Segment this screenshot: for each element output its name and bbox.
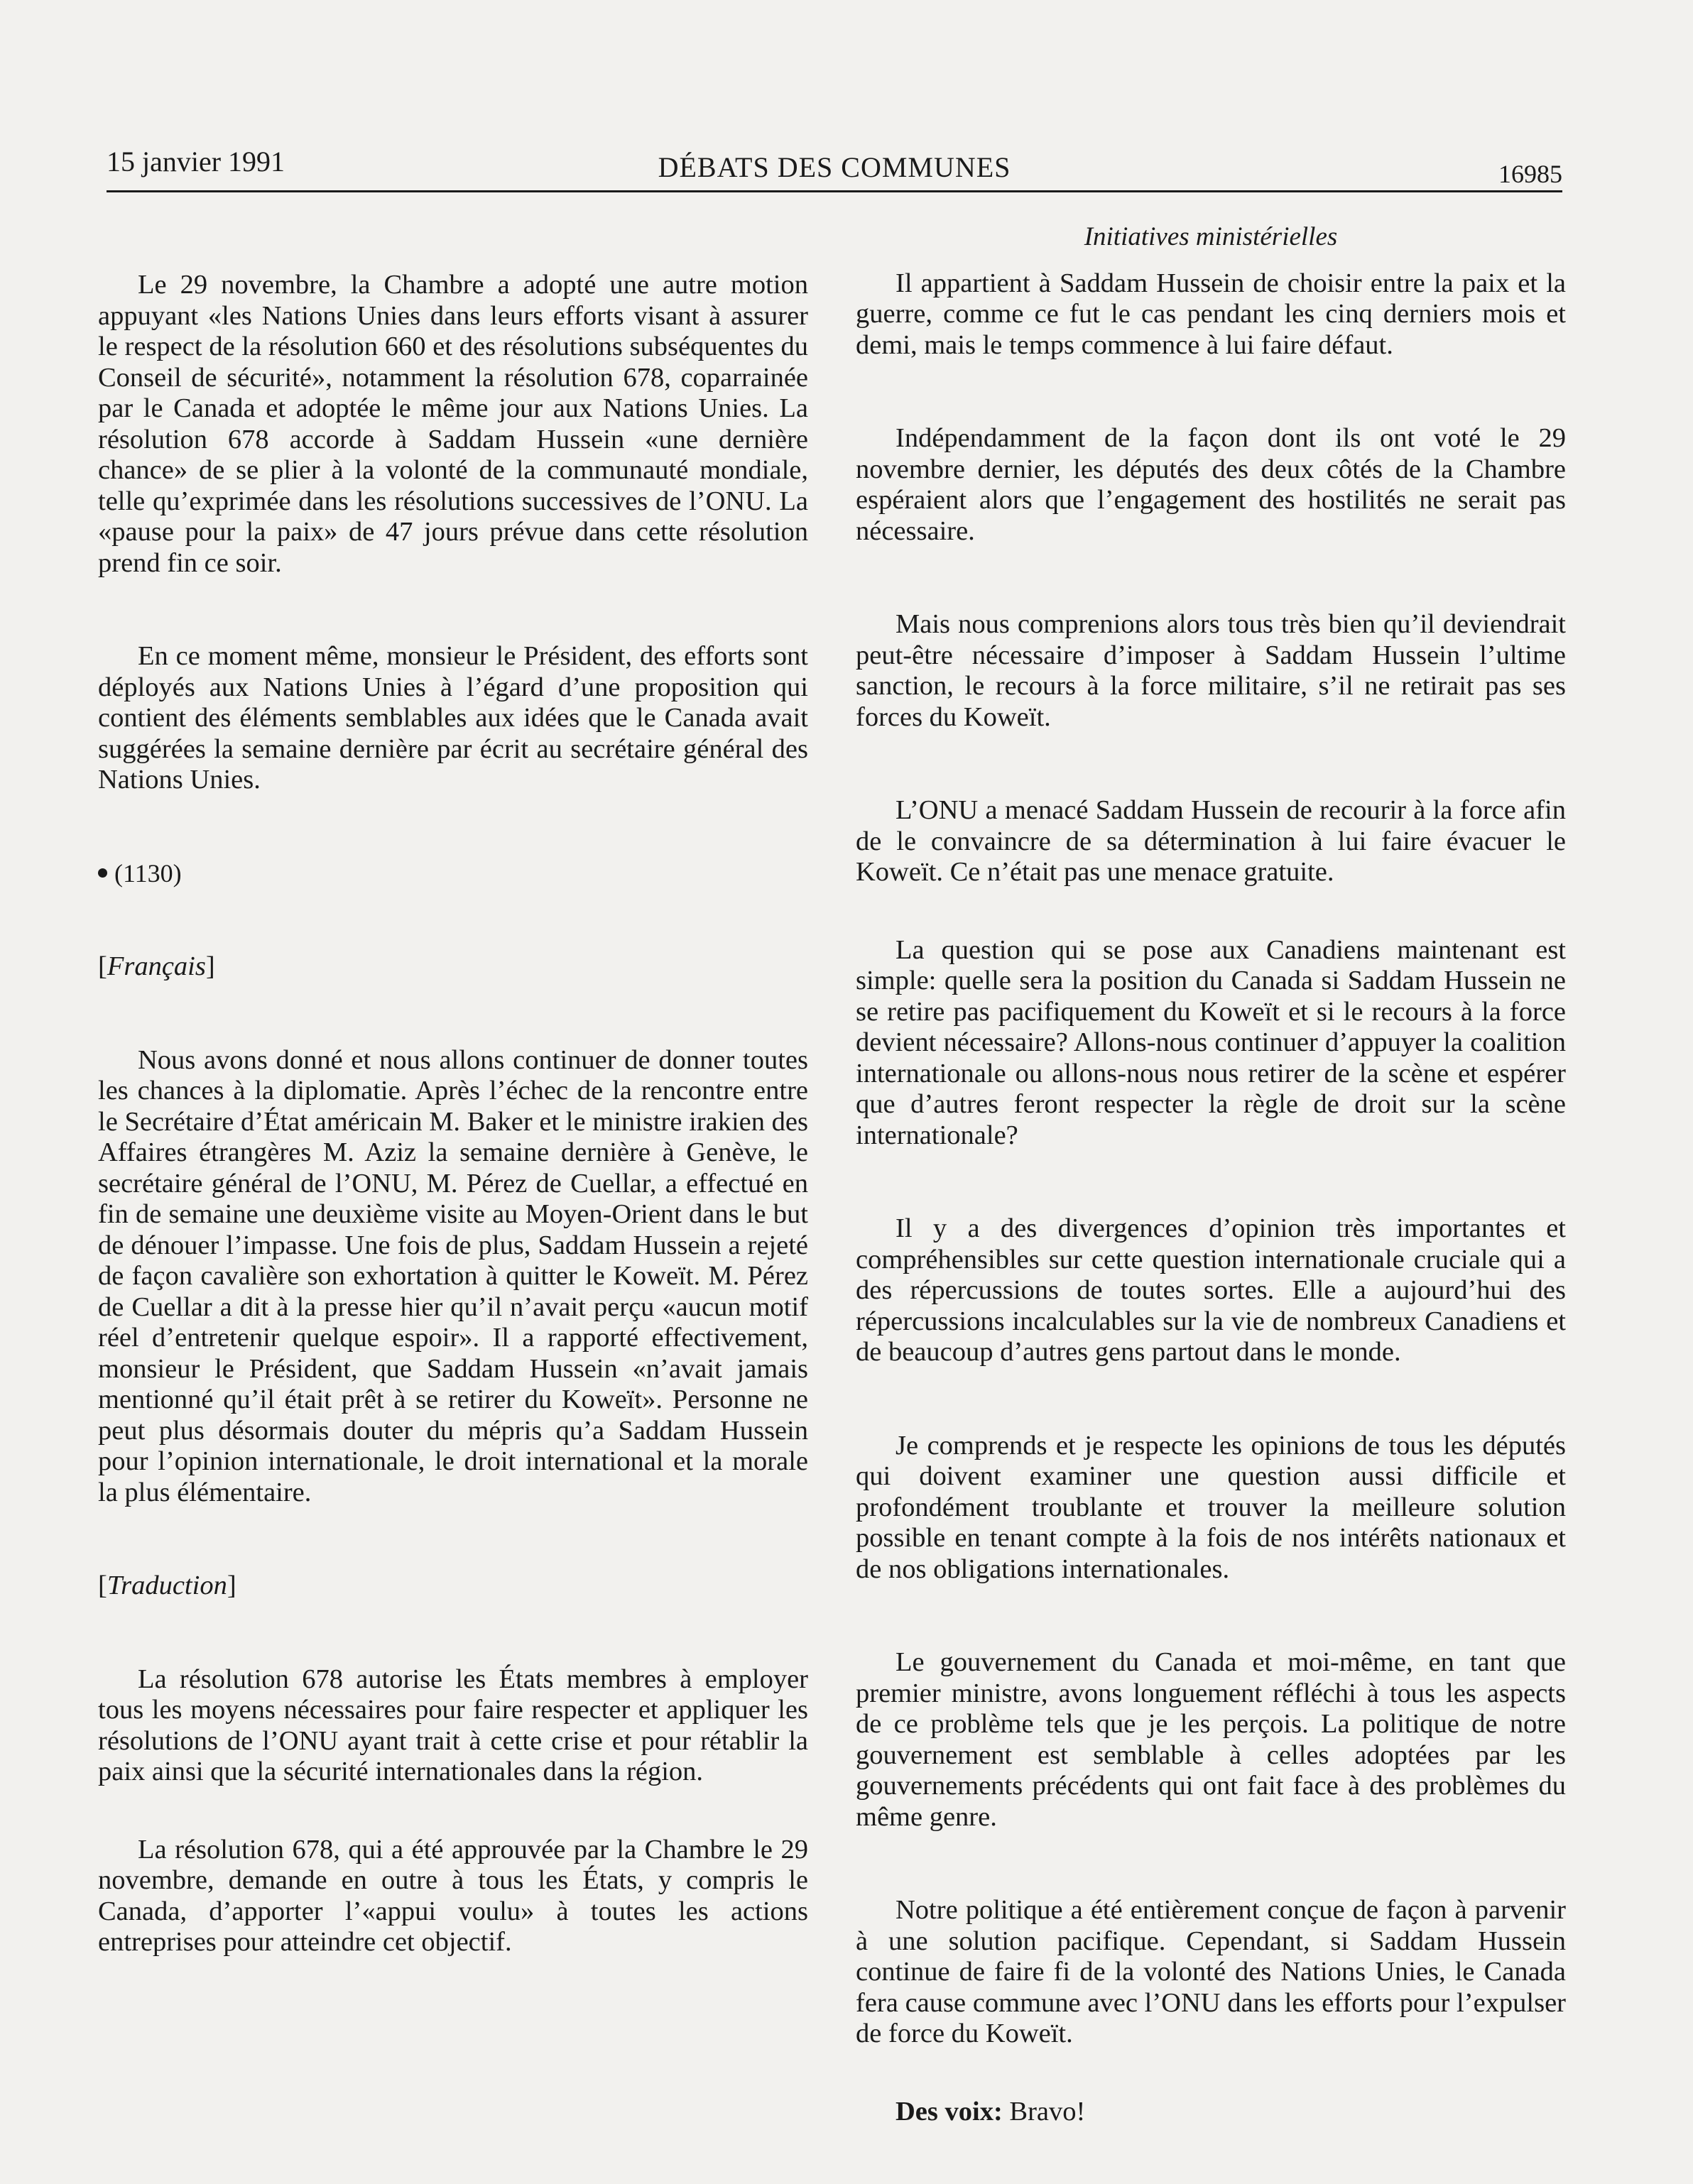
header-title: DÉBATS DES COMMUNES bbox=[658, 151, 1011, 183]
language-label: [Français] bbox=[98, 951, 215, 981]
paragraph: En ce moment même, monsieur le Président, des efforts sont déployés aux Nations Unies à l’égard d’une proposition qui contient des éléments semblables aux idées que le Canada avait suggérées la semaine dernière par écrit au secrétaire général des Nations Unies. bbox=[98, 641, 808, 795]
paragraph: Notre politique a été entièrement conçue de façon à parvenir à une solution pacifique. Cependant, si Saddam Hussein continue de faire fi de la volonté des Nations Unies, le Canada fera cause commune avec l’ONU dans les efforts pour l’expulser de force du Koweït. bbox=[856, 1895, 1566, 2048]
paragraph: La question qui se pose aux Canadiens maintenant est simple: quelle sera la position du Canada si Saddam Hussein ne se retire pas pacifiquement du Koweït et si le recours à la force devient nécessaire? Allons-nous continuer d’appuyer la coalition internationale ou allons-nous nous retirer de la scène et espérer que d’autres feront respecter la règle de droit sur la scène internationale? bbox=[856, 934, 1566, 1150]
language-label-text: Français bbox=[107, 951, 206, 981]
right-column bbox=[856, 222, 1566, 2127]
bullet-icon bbox=[98, 868, 107, 878]
speaker-label: Des voix: bbox=[896, 2096, 1003, 2126]
time-marker bbox=[98, 858, 808, 890]
paragraph: Je comprends et je respecte les opinions de tous les députés qui doivent examiner une question aussi difficile et profondément troublante et trouver la meilleure solution possible en tenant compte à la fois de nos intérêts nationaux et de nos obligations internationales. bbox=[856, 1430, 1566, 1584]
header-rule bbox=[107, 190, 1562, 192]
paragraph: Le 29 novembre, la Chambre a adopté une autre motion appuyant «les Nations Unies dans leurs efforts visant à assurer le respect de la résolution 660 et des résolutions subséquentes du Conseil de sécurité», notamment la résolution 678, coparrainée par le Canada et adoptée le même jour aux Nations Unies. La résolution 678 accorde à Saddam Hussein «une dernière chance» de se plier à la volonté de la communauté mondiale, telle qu’exprimée dans les résolutions successives de l’ONU. La «pause pour la paix» de 47 jours prévue dans cette résolution prend fin ce soir. bbox=[98, 270, 808, 578]
paragraph: Nous avons donné et nous allons continuer de donner toutes les chances à la diplomatie. Après l’échec de la rencontre entre le Secrétaire d’État américain M. Baker et le ministre irakien des Affaires étrangères M. Aziz la semaine dernière à Genève, le secrétaire général de l’ONU, M. Pérez de Cuellar, a effectué en fin de semaine une deuxième visite au Moyen-Orient dans le but de dénouer l’impasse. Une fois de plus, Saddam Hussein a rejeté de façon cavalière son exhortation à quitter le Koweït. M. Pérez de Cuellar a dit à la presse hier qu’il n’avait perçu «aucun motif réel d’entretenir quelque espoir». Il a rapporté effectivement, monsieur le Président, que Saddam Hussein «n’avait jamais mentionné qu’il était prêt à se retirer du Koweït». Personne ne peut plus désormais douter du mépris qu’a Saddam Hussein pour l’opinion internationale, le droit international et la morale la plus élémentaire. bbox=[98, 1044, 808, 1507]
language-label: [Traduction] bbox=[98, 1571, 236, 1600]
header-date: 15 janvier 1991 bbox=[107, 146, 285, 178]
header-page-number: 16985 bbox=[1498, 160, 1562, 188]
paragraph: L’ONU a menacé Saddam Hussein de recourir à la force afin de le convaincre de sa détermination à lui faire évacuer le Koweït. Ce n’était pas une menace gratuite. bbox=[856, 795, 1566, 887]
left-column bbox=[98, 270, 808, 1958]
speech-line bbox=[856, 2097, 1566, 2128]
paragraph: Il appartient à Saddam Hussein de choisir entre la paix et la guerre, comme ce fut le cas pendant les cinq derniers mois et demi, mais le temps commence à lui faire défaut. bbox=[856, 268, 1566, 360]
paragraph: La résolution 678, qui a été approuvée par la Chambre le 29 novembre, demande en outre à tous les États, y compris le Canada, d’apporter l’«appui voulu» à toutes les actions entreprises pour atteindre cet objectif. bbox=[98, 1834, 808, 1957]
language-label-text: Traduction bbox=[107, 1571, 227, 1600]
paragraph: Le gouvernement du Canada et moi-même, en tant que premier ministre, avons longuement réfléchi à tous les aspects de ce problème tels que je les perçois. La politique de notre gouvernement est semblable à celles adoptées par les gouvernements précédents qui ont fait face à des problèmes du même genre. bbox=[856, 1647, 1566, 1832]
paragraph: Il y a des divergences d’opinion très importantes et compréhensibles sur cette question internationale cruciale qui a des répercussions de toutes sortes. Elle a aujourd’hui des répercussions incalculables sur la vie de nombreux Canadiens et de beaucoup d’autres gens partout dans le monde. bbox=[856, 1213, 1566, 1367]
paragraph: Indépendamment de la façon dont ils ont voté le 29 novembre dernier, les députés des deux côtés de la Chambre espéraient alors que l’engagement des hostilités ne serait pas nécessaire. bbox=[856, 423, 1566, 546]
paragraph: Mais nous comprenions alors tous très bien qu’il deviendrait peut-être nécessaire d’imposer à Saddam Hussein l’ultime sanction, le recours à la force militaire, s’il ne retirait pas ses forces du Koweït. bbox=[856, 609, 1566, 732]
speech-text: Bravo! bbox=[1009, 2096, 1086, 2126]
paragraph: La résolution 678 autorise les États membres à employer tous les moyens nécessaires pour faire respecter et appliquer les résolutions de l’ONU ayant trait à cette crise et pour rétablir la paix ainsi que la sécurité internationales dans la région. bbox=[98, 1664, 808, 1786]
page-header bbox=[107, 139, 1562, 196]
section-label: Initiatives ministérielles bbox=[1084, 222, 1338, 251]
time-marker-text: (1130) bbox=[114, 858, 182, 888]
